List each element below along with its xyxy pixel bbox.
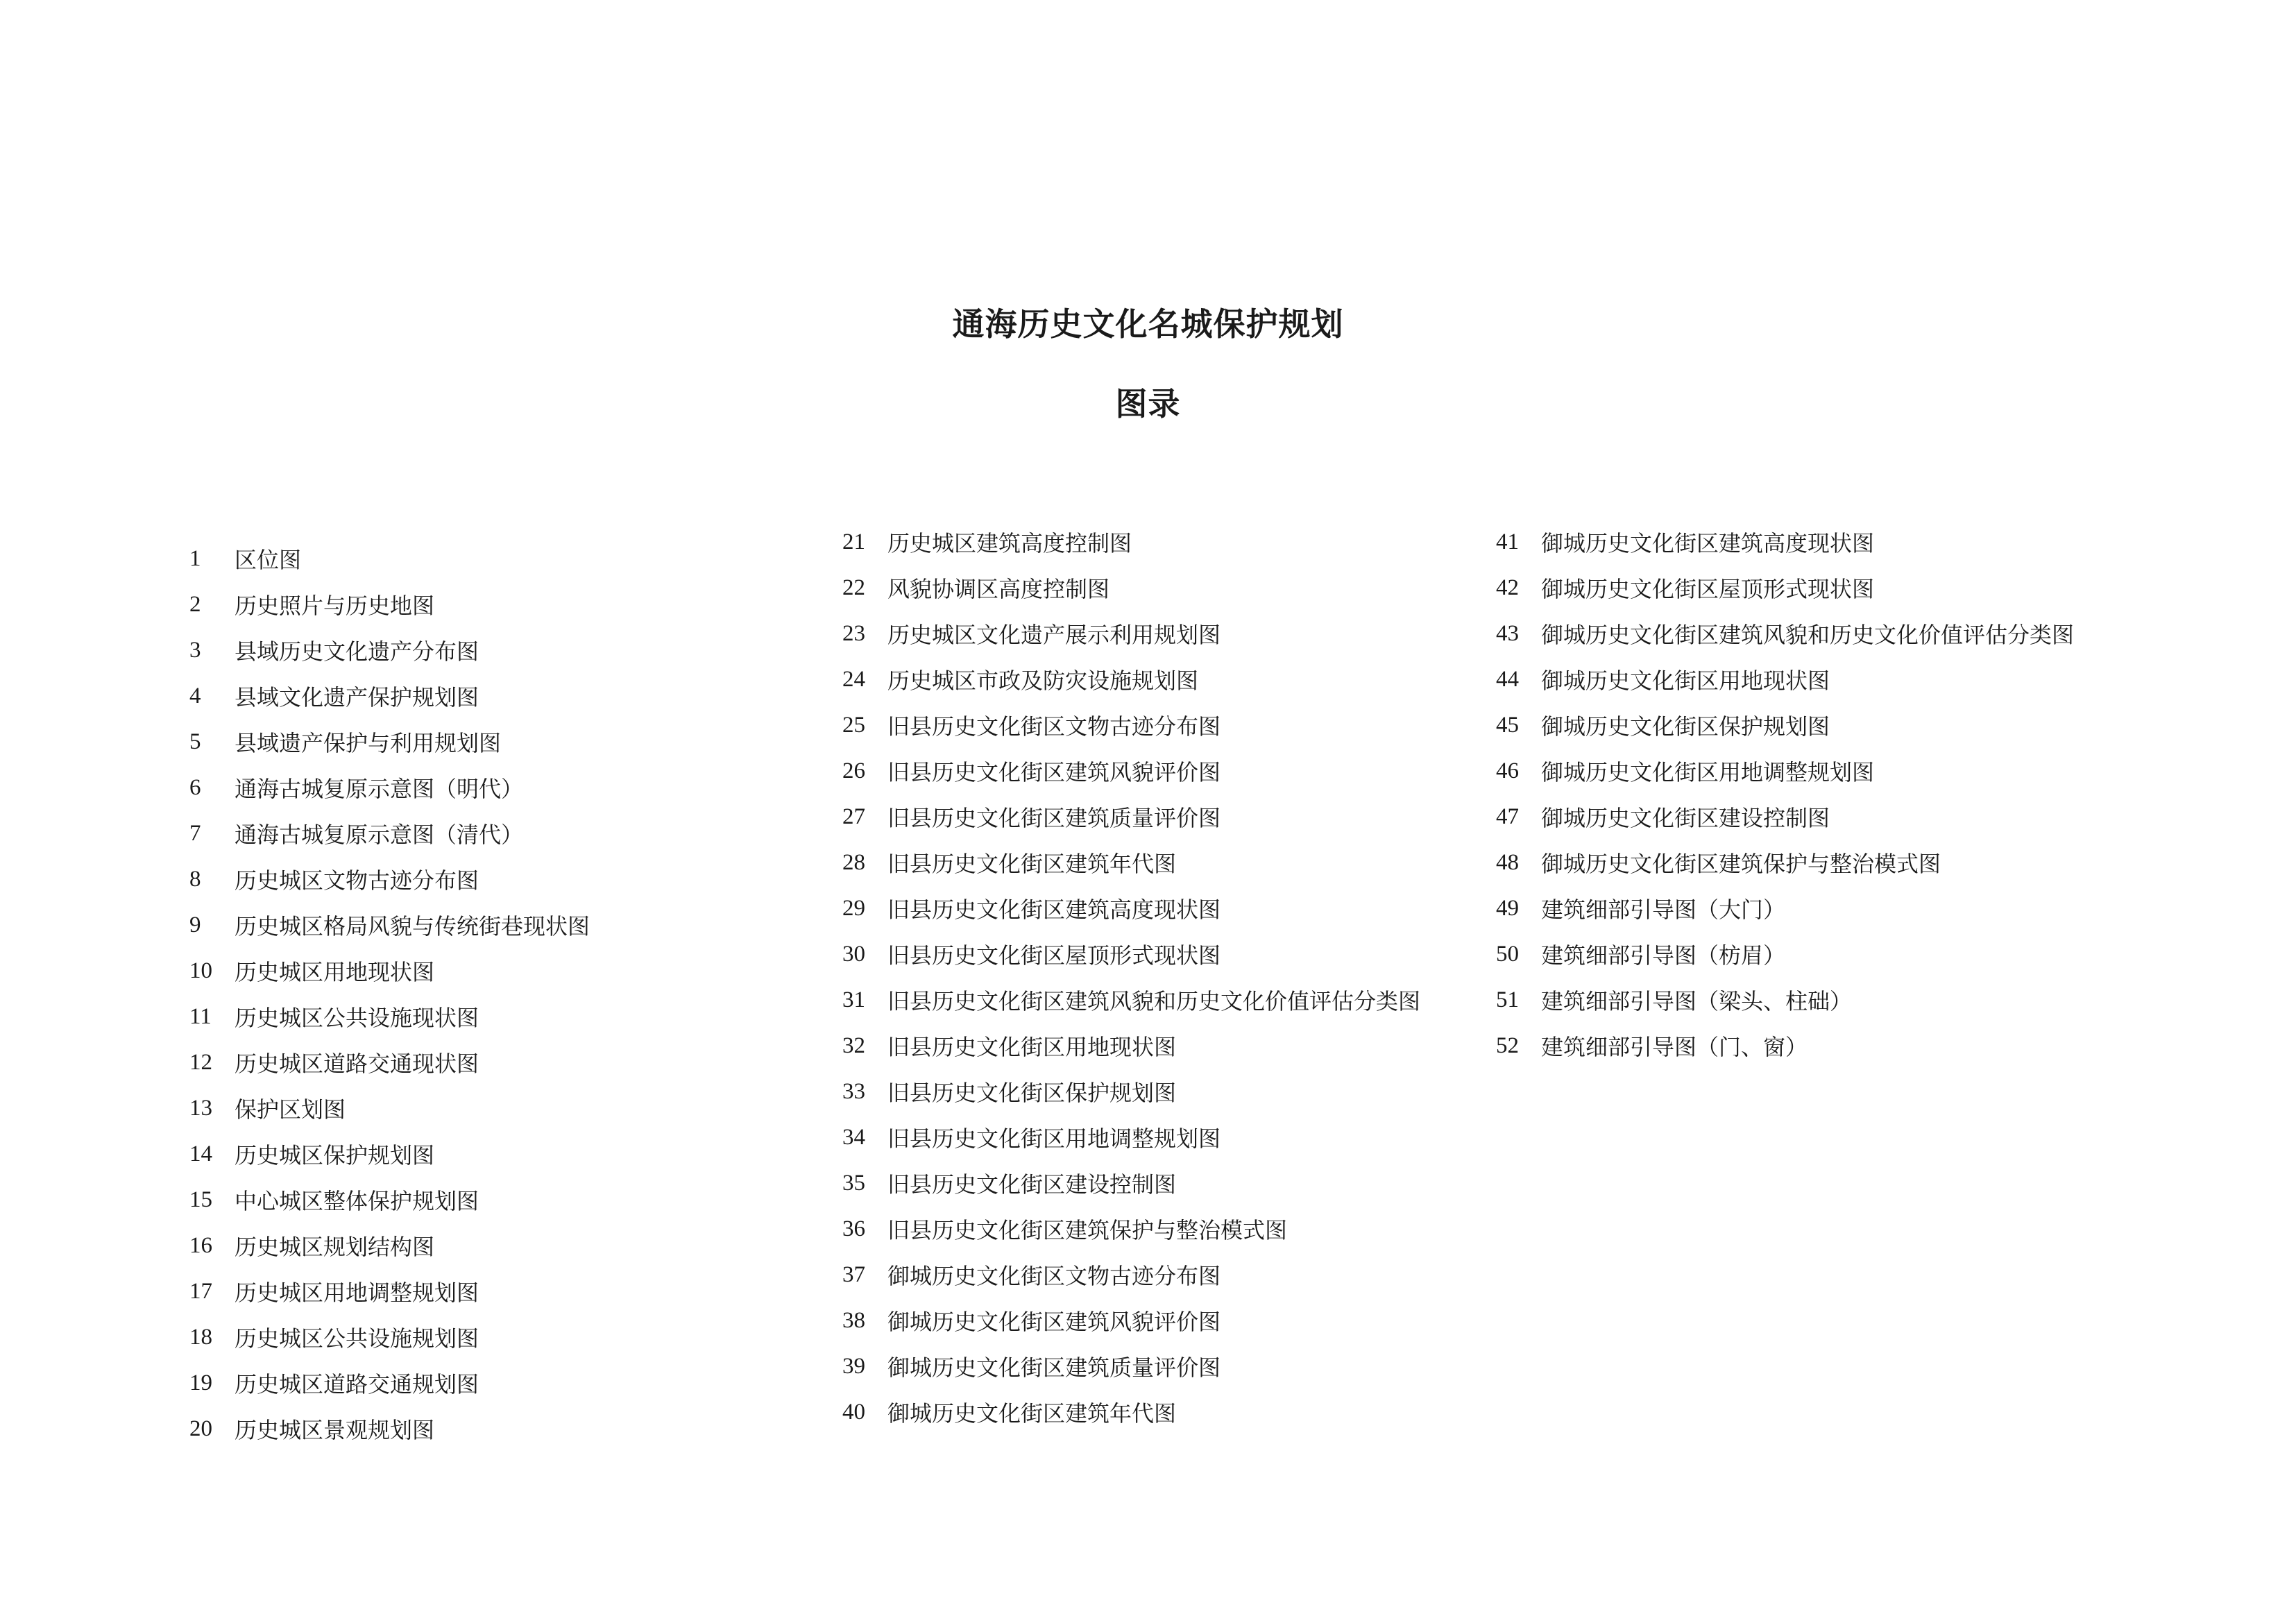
catalog-entry bbox=[189, 581, 590, 627]
entry-number: 50 bbox=[1496, 941, 1519, 967]
document-subtitle: 图录 bbox=[1115, 385, 1181, 423]
entry-number: 22 bbox=[842, 575, 865, 600]
entry-number: 5 bbox=[189, 729, 201, 754]
entry-label: 御城历史文化街区用地现状图 bbox=[1541, 668, 1830, 694]
entry-number: 48 bbox=[1496, 849, 1519, 875]
catalog-entry bbox=[842, 1298, 1420, 1343]
catalog-entry bbox=[189, 1223, 590, 1268]
entry-number: 2 bbox=[189, 591, 201, 617]
entry-number: 4 bbox=[189, 683, 201, 708]
entry-label: 历史城区市政及防灾设施规划图 bbox=[887, 668, 1199, 694]
entry-label: 通海古城复原示意图（清代） bbox=[235, 822, 524, 848]
entry-label: 建筑细部引导图（梁头、柱础） bbox=[1541, 988, 1853, 1014]
catalog-entry bbox=[842, 1343, 1420, 1389]
entry-number: 52 bbox=[1496, 1033, 1519, 1058]
entry-number: 16 bbox=[189, 1232, 212, 1258]
catalog-entry bbox=[842, 840, 1420, 885]
entry-label: 历史城区景观规划图 bbox=[235, 1417, 435, 1443]
entry-label: 旧县历史文化街区建筑保护与整治模式图 bbox=[887, 1217, 1288, 1243]
catalog-entry bbox=[189, 673, 590, 719]
entry-label: 建筑细部引导图（大门） bbox=[1541, 897, 1786, 923]
catalog-entry bbox=[842, 1160, 1420, 1206]
catalog-entry bbox=[1496, 702, 2074, 748]
catalog-entry bbox=[189, 948, 590, 994]
entry-number: 44 bbox=[1496, 666, 1519, 692]
entry-label: 旧县历史文化街区建筑质量评价图 bbox=[887, 805, 1221, 831]
entry-label: 旧县历史文化街区文物古迹分布图 bbox=[887, 713, 1221, 740]
entry-label: 旧县历史文化街区建筑风貌和历史文化价值评估分类图 bbox=[887, 988, 1421, 1014]
entry-number: 51 bbox=[1496, 987, 1519, 1012]
entry-label: 御城历史文化街区建设控制图 bbox=[1541, 805, 1830, 831]
entry-label: 历史照片与历史地图 bbox=[235, 593, 435, 619]
entry-label: 御城历史文化街区建筑高度现状图 bbox=[1541, 530, 1875, 556]
catalog-entry bbox=[842, 794, 1420, 840]
entry-label: 旧县历史文化街区用地现状图 bbox=[887, 1034, 1177, 1060]
catalog-entry bbox=[842, 565, 1420, 611]
catalog-entry bbox=[189, 1314, 590, 1360]
catalog-entry bbox=[842, 702, 1420, 748]
entry-label: 旧县历史文化街区保护规划图 bbox=[887, 1080, 1177, 1106]
entry-label: 建筑细部引导图（枋眉） bbox=[1541, 942, 1786, 969]
entry-number: 43 bbox=[1496, 620, 1519, 646]
catalog-entry bbox=[189, 1406, 590, 1452]
entry-number: 21 bbox=[842, 529, 865, 554]
entry-label: 历史城区格局风貌与传统街巷现状图 bbox=[235, 913, 590, 940]
entry-number: 34 bbox=[842, 1124, 865, 1150]
catalog-entry bbox=[1496, 519, 2074, 565]
catalog-entry bbox=[1496, 611, 2074, 656]
entry-label: 御城历史文化街区用地调整规划图 bbox=[1541, 759, 1875, 785]
catalog-entry bbox=[189, 627, 590, 673]
entry-label: 御城历史文化街区文物古迹分布图 bbox=[887, 1263, 1221, 1289]
catalog-column-2 bbox=[842, 519, 1420, 1435]
entry-label: 历史城区文化遗产展示利用规划图 bbox=[887, 622, 1221, 648]
entry-label: 历史城区文物古迹分布图 bbox=[235, 867, 479, 894]
entry-label: 历史城区道路交通规划图 bbox=[235, 1371, 479, 1397]
entry-number: 35 bbox=[842, 1170, 865, 1196]
catalog-entry bbox=[1496, 1023, 2074, 1069]
catalog-entry bbox=[1496, 565, 2074, 611]
entry-label: 区位图 bbox=[235, 547, 302, 573]
catalog-entry bbox=[189, 1085, 590, 1131]
entry-label: 旧县历史文化街区建筑年代图 bbox=[887, 851, 1177, 877]
entry-number: 13 bbox=[189, 1095, 212, 1121]
catalog-entry bbox=[1496, 931, 2074, 977]
entry-label: 历史城区用地调整规划图 bbox=[235, 1280, 479, 1306]
catalog-entry bbox=[189, 1039, 590, 1085]
entry-number: 29 bbox=[842, 895, 865, 921]
entry-label: 风貌协调区高度控制图 bbox=[887, 576, 1110, 602]
catalog-entry bbox=[842, 611, 1420, 656]
catalog-entry bbox=[189, 810, 590, 856]
catalog-entry bbox=[1496, 840, 2074, 885]
catalog-entry bbox=[189, 1360, 590, 1406]
entry-number: 7 bbox=[189, 820, 201, 846]
entry-label: 御城历史文化街区建筑风貌评价图 bbox=[887, 1309, 1221, 1335]
catalog-entry bbox=[189, 1177, 590, 1223]
entry-number: 14 bbox=[189, 1141, 212, 1166]
entry-label: 历史城区公共设施现状图 bbox=[235, 1005, 479, 1031]
catalog-entry bbox=[189, 1131, 590, 1177]
entry-number: 49 bbox=[1496, 895, 1519, 921]
catalog-entry bbox=[189, 994, 590, 1039]
entry-number: 9 bbox=[189, 912, 201, 937]
catalog-entry bbox=[842, 1252, 1420, 1298]
entry-number: 31 bbox=[842, 987, 865, 1012]
entry-number: 40 bbox=[842, 1399, 865, 1425]
entry-number: 33 bbox=[842, 1078, 865, 1104]
entry-label: 御城历史文化街区屋顶形式现状图 bbox=[1541, 576, 1875, 602]
entry-number: 41 bbox=[1496, 529, 1519, 554]
entry-number: 12 bbox=[189, 1049, 212, 1075]
entry-label: 保护区划图 bbox=[235, 1096, 346, 1123]
entry-number: 30 bbox=[842, 941, 865, 967]
entry-number: 24 bbox=[842, 666, 865, 692]
catalog-entry bbox=[189, 902, 590, 948]
entry-label: 御城历史文化街区建筑年代图 bbox=[887, 1400, 1177, 1427]
catalog-entry bbox=[842, 977, 1420, 1023]
entry-label: 旧县历史文化街区建筑高度现状图 bbox=[887, 897, 1221, 923]
catalog-entry bbox=[842, 748, 1420, 794]
catalog-entry bbox=[1496, 977, 2074, 1023]
entry-label: 县域历史文化遗产分布图 bbox=[235, 638, 479, 665]
catalog-entry bbox=[1496, 748, 2074, 794]
catalog-entry bbox=[1496, 885, 2074, 931]
entry-label: 历史城区道路交通现状图 bbox=[235, 1051, 479, 1077]
entry-number: 6 bbox=[189, 774, 201, 800]
entry-number: 8 bbox=[189, 866, 201, 892]
catalog-entry bbox=[1496, 656, 2074, 702]
entry-label: 历史城区用地现状图 bbox=[235, 959, 435, 985]
entry-number: 27 bbox=[842, 804, 865, 829]
catalog-entry bbox=[842, 931, 1420, 977]
entry-label: 御城历史文化街区保护规划图 bbox=[1541, 713, 1830, 740]
entry-label: 御城历史文化街区建筑风貌和历史文化价值评估分类图 bbox=[1541, 622, 2075, 648]
entry-label: 御城历史文化街区建筑保护与整治模式图 bbox=[1541, 851, 1941, 877]
entry-number: 17 bbox=[189, 1278, 212, 1304]
entry-number: 37 bbox=[842, 1261, 865, 1287]
entry-number: 45 bbox=[1496, 712, 1519, 738]
entry-label: 旧县历史文化街区屋顶形式现状图 bbox=[887, 942, 1221, 969]
entry-number: 18 bbox=[189, 1324, 212, 1350]
entry-label: 通海古城复原示意图（明代） bbox=[235, 776, 524, 802]
entry-number: 20 bbox=[189, 1416, 212, 1441]
entry-label: 旧县历史文化街区建筑风貌评价图 bbox=[887, 759, 1221, 785]
entry-number: 42 bbox=[1496, 575, 1519, 600]
catalog-entry bbox=[189, 856, 590, 902]
entry-number: 36 bbox=[842, 1216, 865, 1241]
entry-label: 历史城区公共设施规划图 bbox=[235, 1325, 479, 1352]
catalog-entry bbox=[1496, 794, 2074, 840]
catalog-entry bbox=[842, 885, 1420, 931]
document-title: 通海历史文化名城保护规划 bbox=[952, 305, 1344, 343]
entry-number: 11 bbox=[189, 1003, 212, 1029]
entry-label: 县域文化遗产保护规划图 bbox=[235, 684, 479, 711]
entry-number: 3 bbox=[189, 637, 201, 663]
entry-number: 26 bbox=[842, 758, 865, 783]
entry-number: 46 bbox=[1496, 758, 1519, 783]
entry-label: 御城历史文化街区建筑质量评价图 bbox=[887, 1354, 1221, 1381]
catalog-entry bbox=[842, 1069, 1420, 1114]
entry-label: 历史城区保护规划图 bbox=[235, 1142, 435, 1169]
entry-number: 39 bbox=[842, 1353, 865, 1379]
catalog-entry bbox=[189, 536, 590, 581]
entry-label: 旧县历史文化街区建设控制图 bbox=[887, 1171, 1177, 1198]
entry-label: 历史城区规划结构图 bbox=[235, 1234, 435, 1260]
entry-label: 县域遗产保护与利用规划图 bbox=[235, 730, 502, 756]
entry-number: 15 bbox=[189, 1187, 212, 1212]
catalog-entry bbox=[189, 765, 590, 810]
entry-number: 23 bbox=[842, 620, 865, 646]
catalog-column-3 bbox=[1496, 519, 2074, 1069]
catalog-entry bbox=[189, 719, 590, 765]
entry-number: 32 bbox=[842, 1033, 865, 1058]
entry-number: 38 bbox=[842, 1307, 865, 1333]
catalog-entry bbox=[842, 1206, 1420, 1252]
catalog-entry bbox=[842, 656, 1420, 702]
catalog-entry bbox=[842, 1389, 1420, 1435]
catalog-entry bbox=[842, 1114, 1420, 1160]
entry-label: 建筑细部引导图（门、窗） bbox=[1541, 1034, 1808, 1060]
entry-number: 19 bbox=[189, 1370, 212, 1395]
entry-number: 28 bbox=[842, 849, 865, 875]
catalog-column-1 bbox=[189, 536, 590, 1452]
entry-number: 1 bbox=[189, 545, 201, 571]
entry-label: 中心城区整体保护规划图 bbox=[235, 1188, 479, 1214]
entry-number: 25 bbox=[842, 712, 865, 738]
catalog-entry bbox=[189, 1268, 590, 1314]
catalog-entry bbox=[842, 519, 1420, 565]
entry-number: 47 bbox=[1496, 804, 1519, 829]
entry-number: 10 bbox=[189, 958, 212, 983]
entry-label: 旧县历史文化街区用地调整规划图 bbox=[887, 1125, 1221, 1152]
entry-label: 历史城区建筑高度控制图 bbox=[887, 530, 1132, 556]
catalog-entry bbox=[842, 1023, 1420, 1069]
